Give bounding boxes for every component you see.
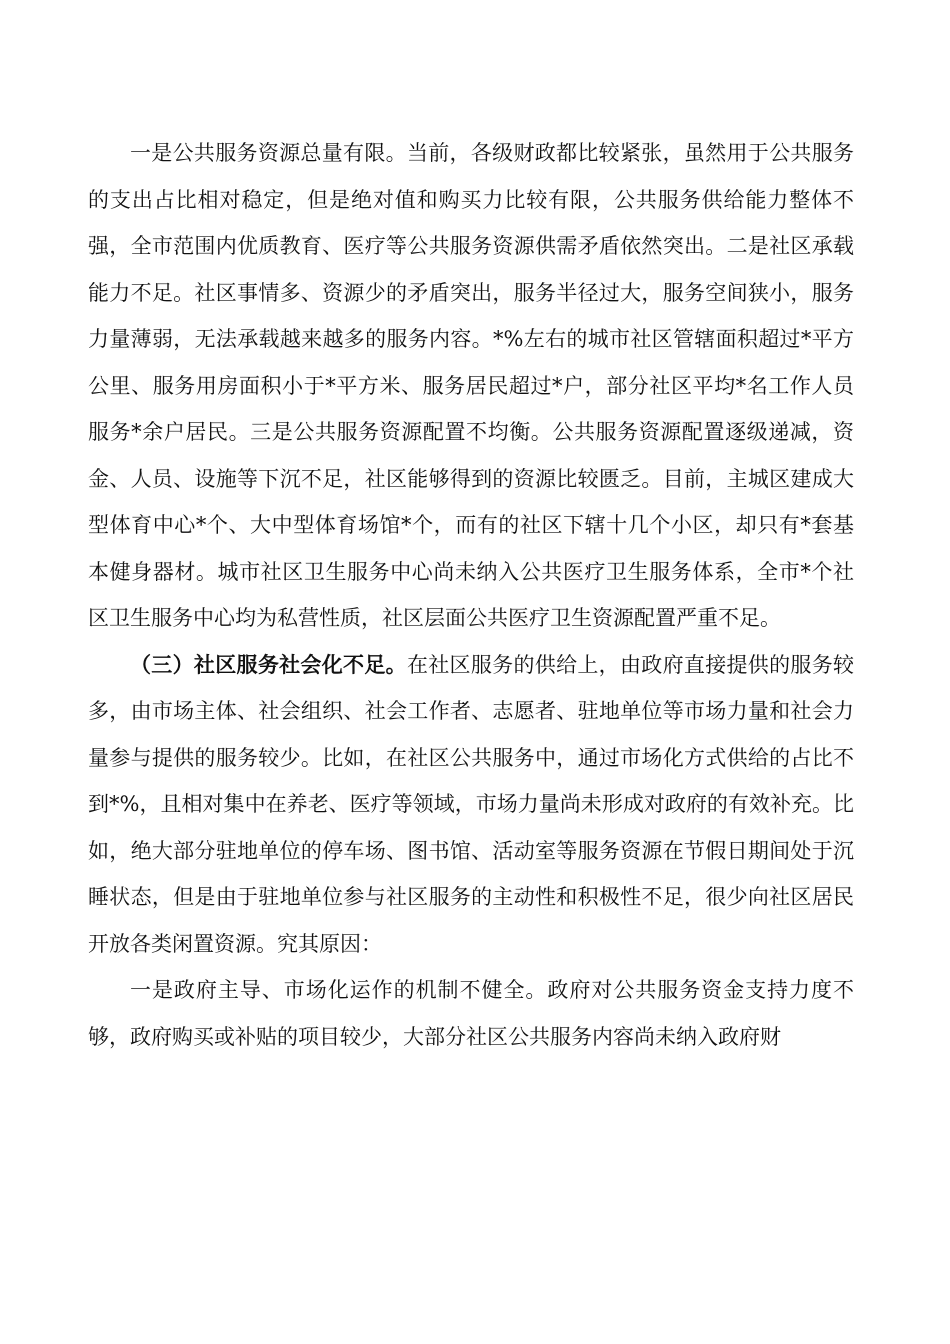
paragraph-government-mechanism [88,967,854,1060]
document-body [88,130,854,1060]
paragraph-text: 一是政府主导、市场化运作的机制不健全。政府对公共服务资金支持力度不够，政府购买或补贴的项目较少，大部分社区公共服务内容尚未纳入政府财 [88,978,854,1049]
paragraph-text: 一是公共服务资源总量有限。当前，各级财政都比较紧张，虽然用于公共服务的支出占比相对稳定，但是绝对值和购买力比较有限，公共服务供给能力整体不强，全市范围内优质教育、医疗等公共服务资源供需矛盾依然突出。二是社区承载能力不足。社区事情多、资源少的矛盾突出，服务半径过大，服务空间狭小，服务力量薄弱，无法承载越来越多的服务内容。*%左右的城市社区管辖面积超过*平方公里、服务用房面积小于*平方米、服务居民超过*户，部分社区平均*名工作人员服务*余户居民。三是公共服务资源配置不均衡。公共服务资源配置逐级递减，资金、人员、设施等下沉不足，社区能够得到的资源比较匮乏。目前，主城区建成大型体育中心*个、大中型体育场馆*个，而有的社区下辖十几个小区，却只有*套基本健身器材。城市社区卫生服务中心尚未纳入公共医疗卫生服务体系，全市*个社区卫生服务中心均为私营性质，社区层面公共医疗卫生资源配置严重不足。 [88,141,854,630]
section-heading: （三）社区服务社会化不足。 [130,651,407,677]
paragraph-text: 在社区服务的供给上，由政府直接提供的服务较多，由市场主体、社会组织、社会工作者、志愿者、驻地单位等市场力量和社会力量参与提供的服务较少。比如，在社区公共服务中，通过市场化方式供给的占比不到*%，且相对集中在养老、医疗等领域，市场力量尚未形成对政府的有效补充。比如，绝大部分驻地单位的停车场、图书馆、活动室等服务资源在节假日期间处于沉睡状态，但是由于驻地单位参与社区服务的主动性和积极性不足，很少向社区居民开放各类闲置资源。究其原因： [88,652,855,956]
paragraph-community-socialization [88,642,854,968]
paragraph-public-service-resources [88,130,854,642]
